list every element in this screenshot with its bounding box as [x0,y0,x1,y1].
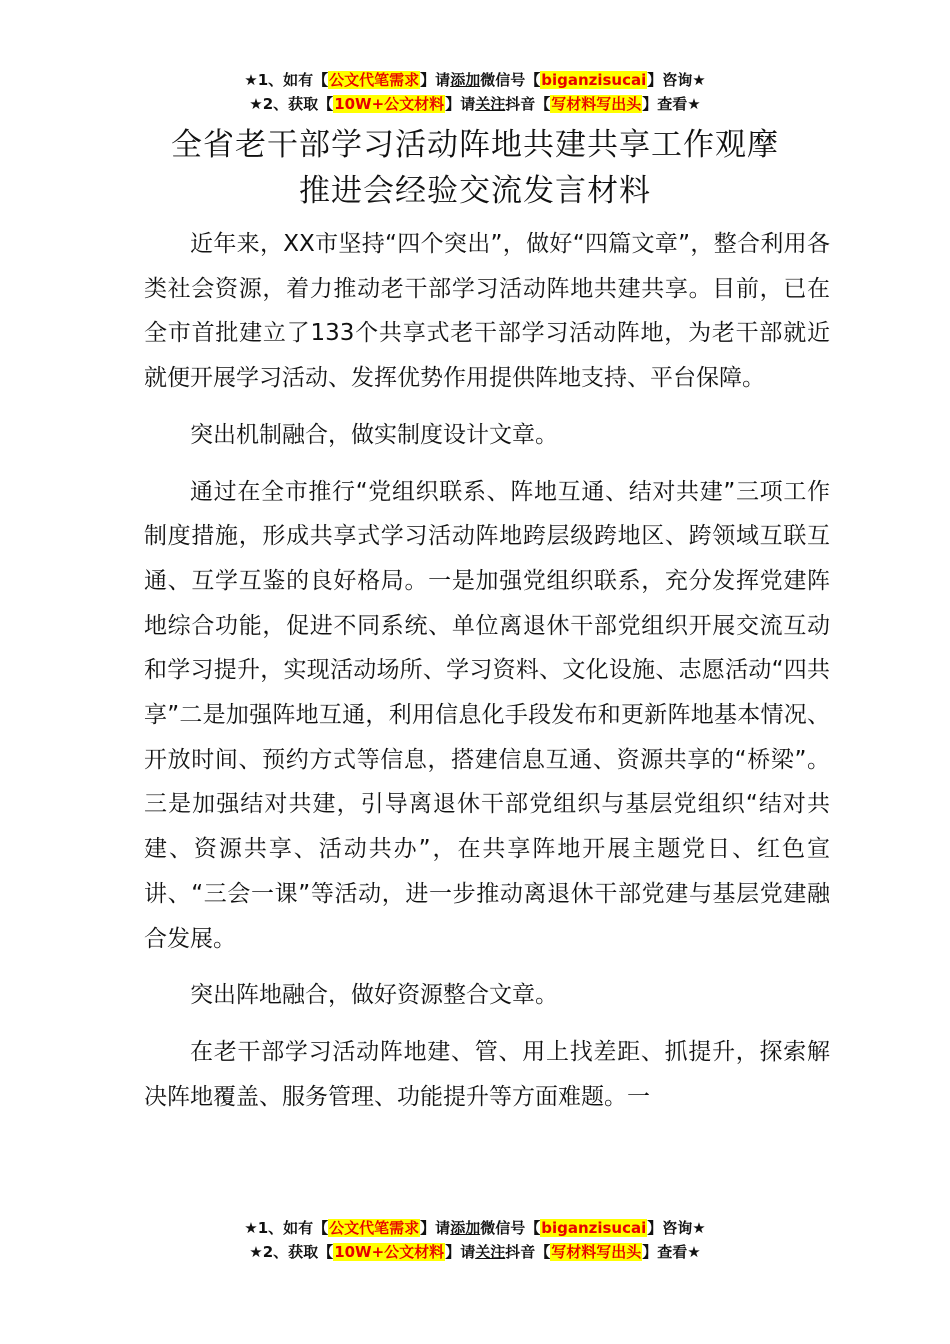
promo-line-1-bottom: ★1、如有【公文代笔需求】请添加微信号【biganzisucai】咨询★ [244,1219,706,1237]
document-title [0,122,950,214]
paragraph-heading-mechanism: 突出机制融合，做实制度设计文章。 [190,421,558,448]
highlight-douyin: 写材料写出头 [551,95,642,113]
promo-line-2: ★2、获取【10W+公文材料】请关注抖音【写材料写出头】查看★ [249,95,701,113]
promo-banner-top [0,68,950,116]
title-line-2: 推进会经验交流发言材料 [299,173,651,209]
highlight-wechat-id: biganzisucai [541,71,647,89]
highlight-service: 公文代笔需求 [329,71,420,89]
title-line-1: 全省老干部学习活动阵地共建共享工作观摩 [171,127,779,163]
paragraph-heading-position: 突出阵地融合，做好资源整合文章。 [190,982,558,1009]
paragraph-intro: 近年来，XX市坚持“四个突出”，做好“四篇文章”，整合利用各类社会资源，着力推动老干部学习活动阵地共建共享。目前，已在全市首批建立了133个共享式老干部学习活动阵地，为老干部就近就便开展学习活动、发挥优势作用提供阵地支持、平台保障。 [144,231,830,392]
paragraph-position-detail: 在老干部学习活动阵地建、管、用上找差距、抓提升，探索解决阵地覆盖、服务管理、功能提升等方面难题。一 [144,1038,830,1110]
promo-banner-bottom [0,1216,950,1264]
paragraph-mechanism-detail: 通过在全市推行“党组织联系、阵地互通、结对共建”三项工作制度措施，形成共享式学习活动阵地跨层级跨地区、跨领域互联互通、互学互鉴的良好格局。一是加强党组织联系，充分发挥党建阵地综合功能，促进不同系统、单位离退休干部党组织开展交流互动和学习提升，实现活动场所、学习资料、文化设施、志愿活动“四共享”二是加强阵地互通，利用信息化手段发布和更新阵地基本情况、开放时间、预约方式等信息，搭建信息互通、资源共享的“桥梁”。三是加强结对共建，引导离退休干部党组织与基层党组织“结对共建、资源共享、活动共办”，在共享阵地开展主题党日、红色宣讲、“三会一课”等活动，进一步推动离退休干部党建与基层党建融合发展。 [144,478,830,952]
document-body [144,222,830,1131]
promo-line-1: ★1、如有【公文代笔需求】请添加微信号【biganzisucai】咨询★ [244,71,706,89]
promo-line-2-bottom: ★2、获取【10W+公文材料】请关注抖音【写材料写出头】查看★ [249,1243,701,1261]
highlight-materials: 10W+公文材料 [334,95,445,113]
